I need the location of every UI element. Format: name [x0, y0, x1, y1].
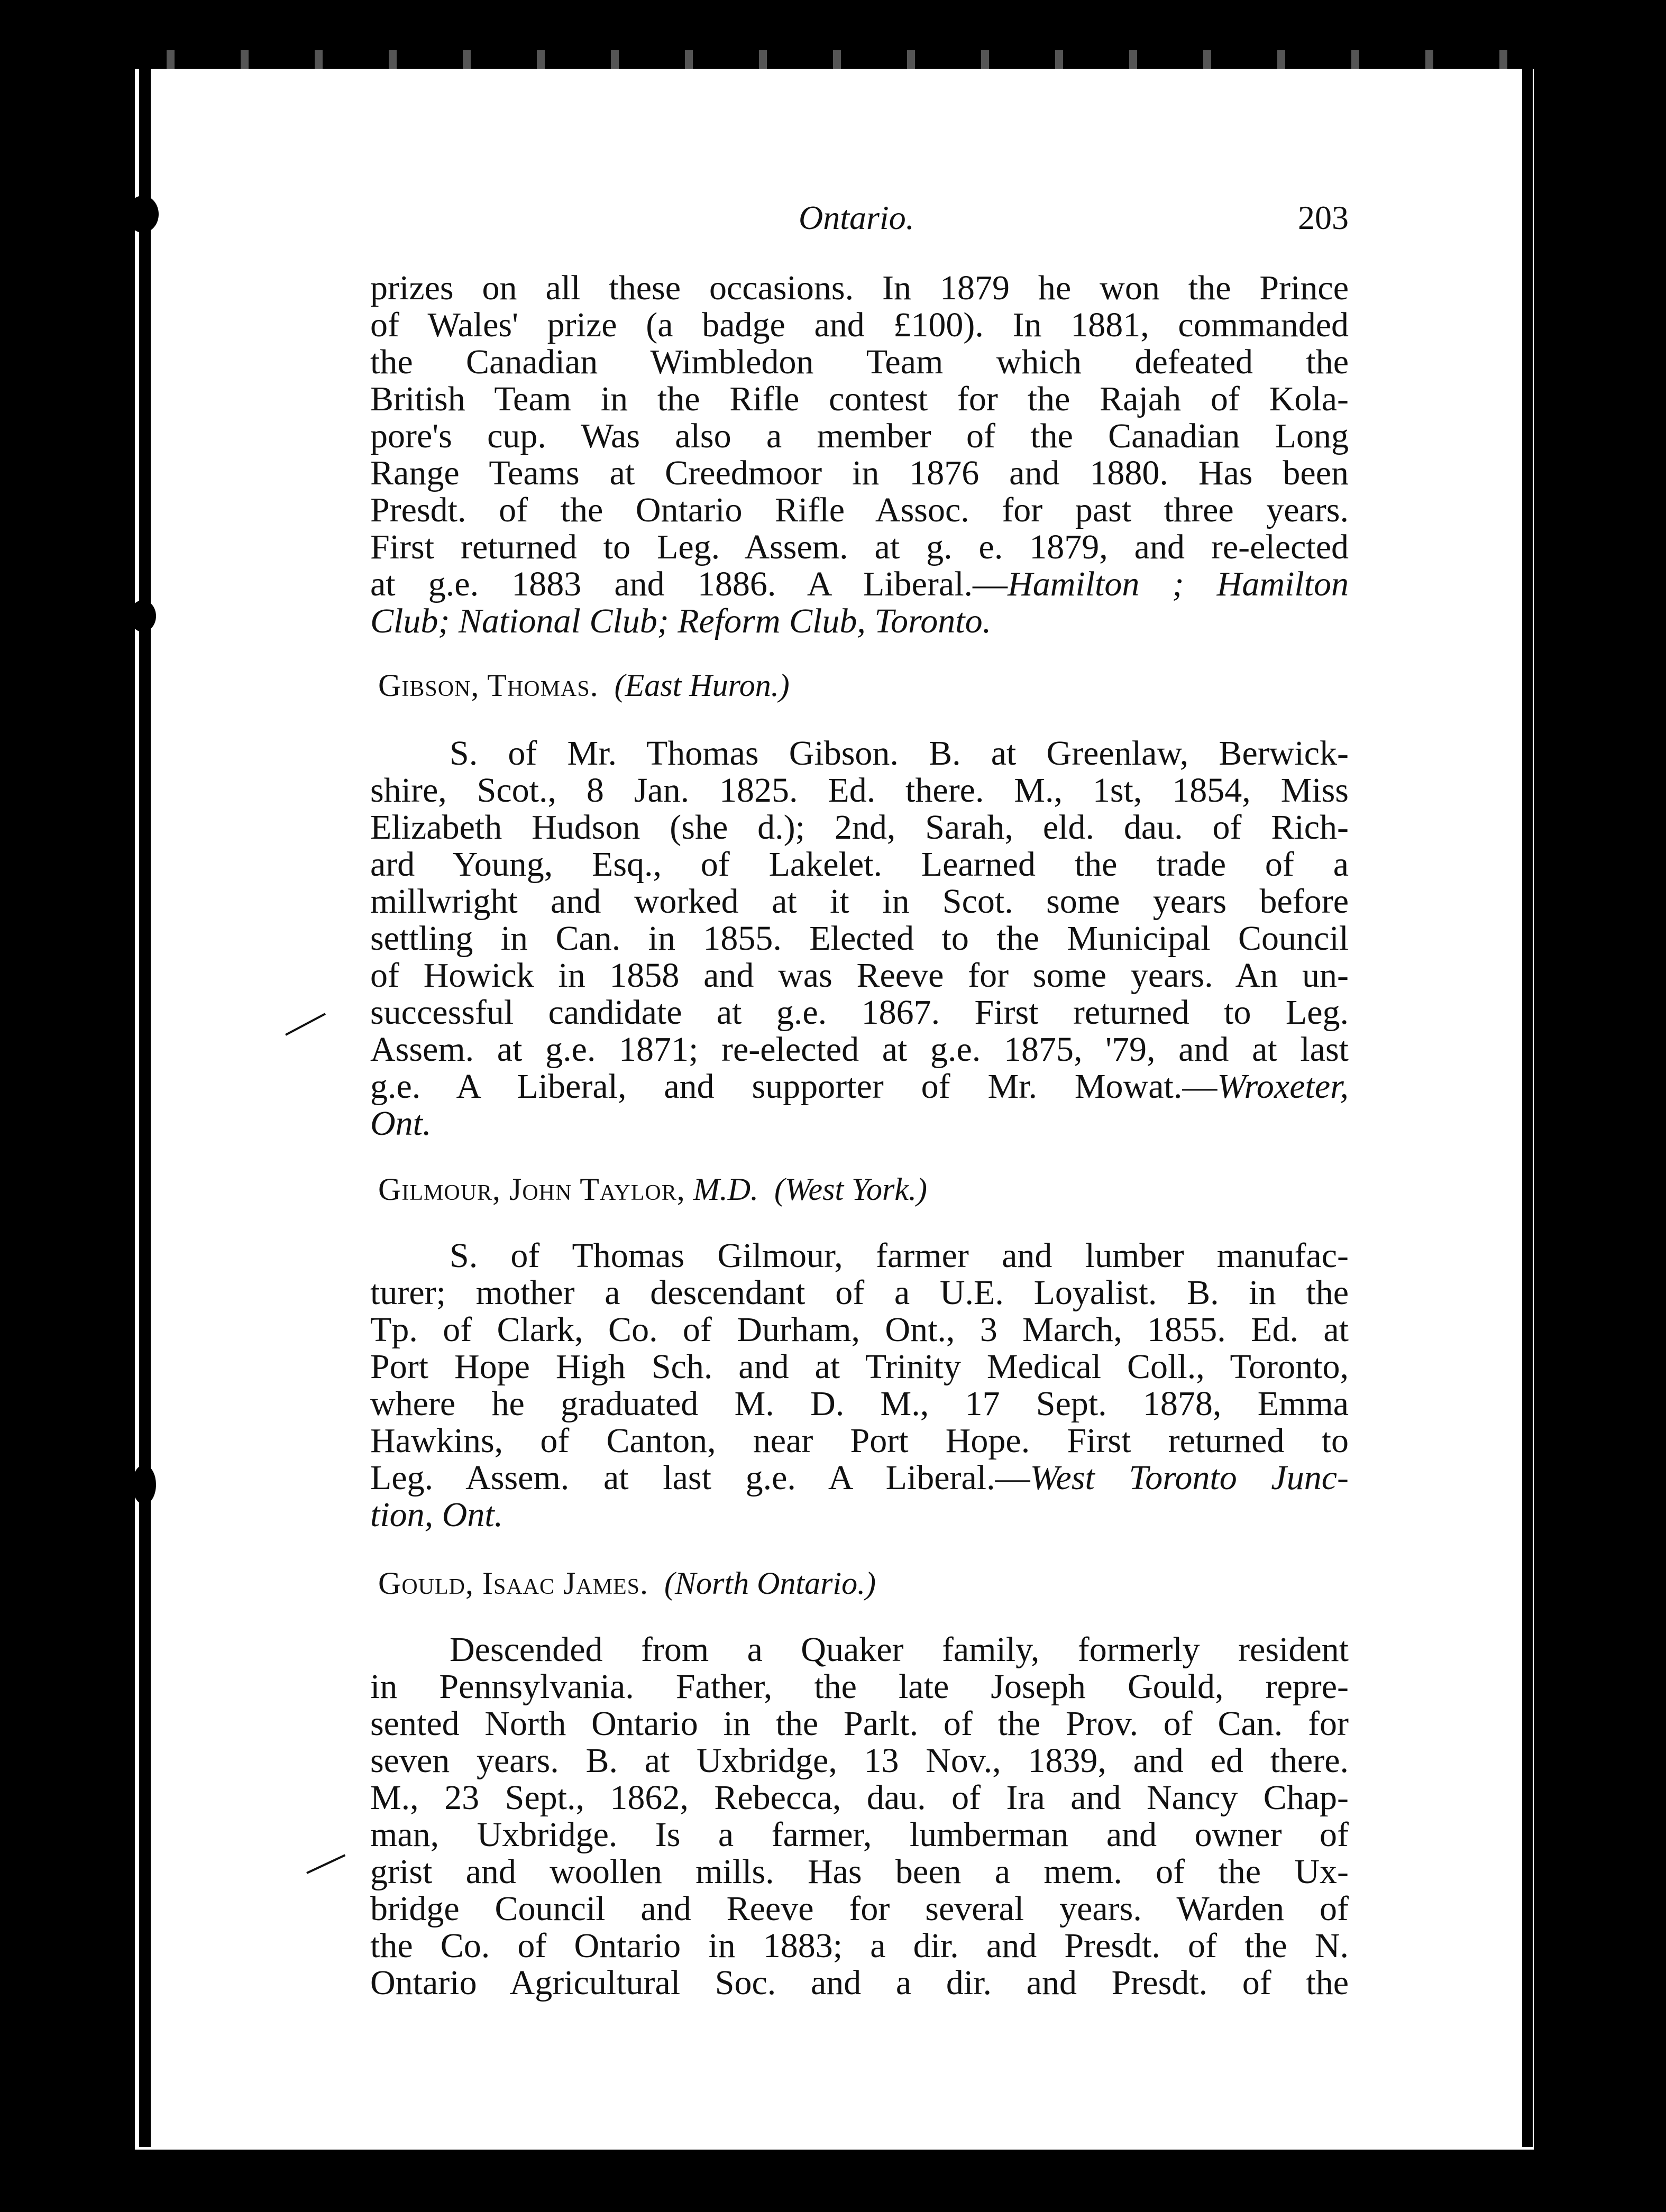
text-line: M., 23 Sept., 1862, Rebecca, dau. of Ira and Nancy Chap-: [370, 1778, 1349, 1817]
text-line: [370, 1460, 1349, 1497]
text-line: prizes on all these occasions. In 1879 he won the Prince: [370, 269, 1349, 307]
text-line: Ontario Agricultural Soc. and a dir. and Presdt. of the: [370, 1963, 1349, 2002]
text-span: g.e. A Liberal, and supporter of Mr. Mowat.—: [370, 1067, 1218, 1106]
text-line: [370, 566, 1349, 603]
text-line: bridge Council and Reeve for several years. Warden of: [370, 1889, 1349, 1928]
residence-text: Club; National Club; Reform Club, Toronto.: [370, 602, 992, 640]
text-line: Descended from a Quaker family, formerly resident: [450, 1630, 1349, 1669]
entry-body-gould: [370, 1631, 1349, 2002]
text-line: Assem. at g.e. 1871; re-elected at g.e. 1875, '79, and at last: [370, 1030, 1349, 1069]
constituency: (North Ontario.): [664, 1566, 876, 1601]
text-line: Elizabeth Hudson (she d.); 2nd, Sarah, eld. dau. of Rich-: [370, 808, 1349, 847]
residence-text: Wroxeter,: [1217, 1067, 1349, 1106]
text-line: settling in Can. in 1855. Elected to the Municipal Council: [370, 919, 1349, 958]
member-name: Gould, Isaac James.: [378, 1566, 649, 1601]
scan-top-edge: [135, 50, 1534, 69]
running-title: Ontario.: [799, 199, 914, 236]
continuation-paragraph: [370, 270, 1349, 640]
residence-text: Hamilton ; Hamilton: [1008, 565, 1349, 603]
constituency: (West York.): [774, 1172, 927, 1207]
text-line: Tp. of Clark, Co. of Durham, Ont., 3 March, 1855. Ed. at: [370, 1310, 1349, 1349]
text-line: successful candidate at g.e. 1867. First returned to Leg.: [370, 993, 1349, 1032]
scan-blot: [127, 196, 159, 233]
entry-heading-gould: [378, 1565, 876, 1602]
entry-heading-gilmour: [378, 1171, 927, 1208]
running-head: [370, 198, 1349, 246]
member-name: Gilmour, John Taylor,: [378, 1172, 685, 1207]
text-line: man, Uxbridge. Is a farmer, lumberman and owner of: [370, 1815, 1349, 1854]
text-line: S. of Mr. Thomas Gibson. B. at Greenlaw, Berwick-: [450, 734, 1349, 773]
constituency: (East Huron.): [614, 668, 790, 703]
text-line: Hawkins, of Canton, near Port Hope. First returned to: [370, 1421, 1349, 1460]
text-line: Range Teams at Creedmoor in 1876 and 1880. Has been: [370, 454, 1349, 492]
text-line: millwright and worked at it in Scot. some years before: [370, 882, 1349, 921]
text-line: in Pennsylvania. Father, the late Joseph Gould, repre-: [370, 1667, 1349, 1706]
entry-body-gibson: [370, 735, 1349, 1142]
text-line: [370, 603, 1349, 640]
text-line: [370, 1497, 1349, 1534]
text-line: First returned to Leg. Assem. at g. e. 1879, and re-elected: [370, 528, 1349, 566]
page-number: 203: [1298, 199, 1349, 236]
text-line: S. of Thomas Gilmour, farmer and lumber manufac-: [450, 1236, 1349, 1275]
text-line: turer; mother a descendant of a U.E. Loyalist. B. in the: [370, 1273, 1349, 1312]
residence-text: tion, Ont.: [370, 1495, 504, 1534]
text-line: pore's cup. Was also a member of the Canadian Long: [370, 417, 1349, 455]
text-line: ard Young, Esq., of Lakelet. Learned the trade of a: [370, 845, 1349, 884]
text-line: seven years. B. at Uxbridge, 13 Nov., 1839, and ed there.: [370, 1741, 1349, 1780]
text-line: [370, 1105, 1349, 1142]
scan-blot: [132, 1465, 156, 1504]
text-line: of Wales' prize (a badge and £100). In 1881, commanded: [370, 306, 1349, 344]
text-line: grist and woollen mills. Has been a mem. of the Ux-: [370, 1852, 1349, 1891]
text-line: the Co. of Ontario in 1883; a dir. and Presdt. of the N.: [370, 1926, 1349, 1965]
entry-body-gilmour: [370, 1237, 1349, 1534]
residence-text: Ont.: [370, 1104, 432, 1143]
scan-blot: [130, 600, 156, 632]
text-line: sented North Ontario in the Parlt. of the Prov. of Can. for: [370, 1704, 1349, 1743]
text-line: the Canadian Wimbledon Team which defeated the: [370, 343, 1349, 381]
text-line: British Team in the Rifle contest for the Rajah of Kola-: [370, 380, 1349, 418]
degree: M.D.: [693, 1172, 759, 1207]
residence-text: West Toronto Junc-: [1030, 1458, 1349, 1497]
entry-heading-gibson: [378, 667, 790, 704]
text-line: [370, 1068, 1349, 1105]
member-name: Gibson, Thomas.: [378, 668, 599, 703]
scan-left-edge: [139, 63, 151, 2147]
text-line: Port Hope High Sch. and at Trinity Medical Coll., Toronto,: [370, 1347, 1349, 1386]
scan-right-edge: [1522, 63, 1533, 2147]
text-span: at g.e. 1883 and 1886. A Liberal.—: [370, 565, 1008, 603]
text-span: Leg. Assem. at last g.e. A Liberal.—: [370, 1458, 1030, 1497]
text-line: Presdt. of the Ontario Rifle Assoc. for past three years.: [370, 491, 1349, 529]
text-line: of Howick in 1858 and was Reeve for some years. An un-: [370, 956, 1349, 995]
text-line: shire, Scot., 8 Jan. 1825. Ed. there. M., 1st, 1854, Miss: [370, 771, 1349, 810]
text-line: where he graduated M. D. M., 17 Sept. 1878, Emma: [370, 1384, 1349, 1423]
